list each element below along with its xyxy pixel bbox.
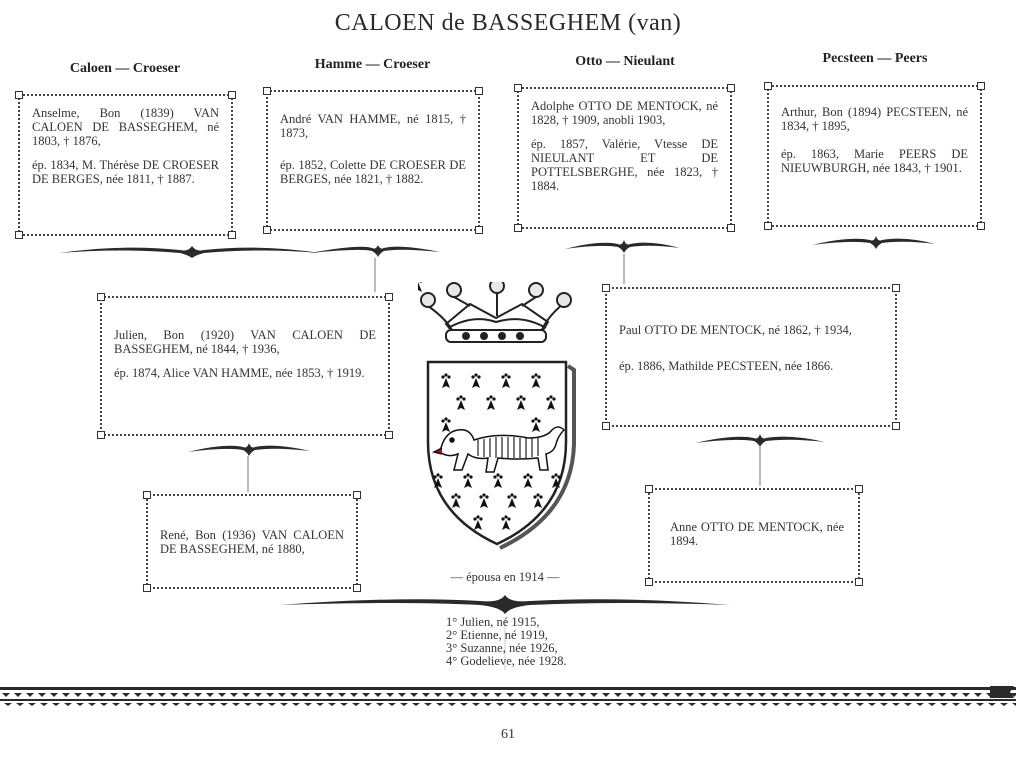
column-heading-pecsteen-peers: Pecsteen — Peers [822,51,928,66]
box-julien-wife: ép. 1874, Alice VAN HAMME, née 1853, † 1919. [114,366,365,380]
box-rene-text: René, Bon (1936) VAN CALOEN DE BASSEGHEM, né 1880, [160,528,344,556]
brace-ornament [280,595,730,614]
box-hamme-croeser-husband: André VAN HAMME, né 1815, † 1873, [280,112,466,140]
coronet-icon [421,282,571,342]
page-number: 61 [501,727,515,742]
brace-ornament [812,236,935,249]
box-pecsteen-peers-wife: ép. 1863, Marie PEERS DE NIEUWBURGH, née 1843, † 1901. [781,147,968,175]
box-otto-nieulant-wife: ép. 1857, Valérie, Vtesse DE NIEULANT ET DE POTTELSBERGHE, née 1823, † 1884. [531,137,718,193]
box-anne-text: Anne OTTO DE MENTOCK, née 1894. [670,520,844,548]
box-pecsteen-peers-husband: Arthur, Bon (1894) PECSTEEN, né 1834, † 1895, [781,105,968,133]
page-title: CALOEN de BASSEGHEM (van) [334,10,682,36]
box-julien-husband: Julien, Bon (1920) VAN CALOEN DE BASSEGHEM, né 1844, † 1936, [114,328,376,356]
coat-of-arms-icon [418,282,578,552]
brace-ornament [310,245,440,257]
child-3: 3° Suzanne, née 1926, [446,641,558,655]
box-otto-nieulant-husband: Adolphe OTTO DE MENTOCK, né 1828, † 1909, anobli 1903, [531,99,718,127]
brace-ornament [188,443,310,456]
box-caloen-croeser-husband: Anselme, Bon (1839) VAN CALOEN DE BASSEGHEM, né 1803, † 1876, [32,106,219,148]
brace-ornament [695,434,825,447]
child-4: 4° Godelieve, née 1928. [446,654,567,668]
box-hamme-croeser-wife: ép. 1852, Colette DE CROESER DE BERGES, née 1821, † 1882. [280,158,466,186]
marriage-note: — épousa en 1914 — [450,570,560,584]
column-heading-otto-nieulant: Otto — Nieulant [575,54,675,69]
child-2: 2° Etienne, né 1919, [446,628,548,642]
brace-ornament [565,240,680,253]
child-1: 1° Julien, né 1915, [446,615,540,629]
children-list [446,616,646,668]
box-paul-husband: Paul OTTO DE MENTOCK, né 1862, † 1934, [619,323,852,337]
brace-ornament [60,246,320,258]
decorative-border [0,684,1016,714]
box-caloen-croeser-wife: ép. 1834, M. Thérèse DE CROESER DE BERGES, née 1811, † 1887. [32,158,219,186]
box-paul-wife: ép. 1886, Mathilde PECSTEEN, née 1866. [619,359,834,373]
column-heading-caloen-croeser: Caloen — Croeser [69,61,181,76]
column-heading-hamme-croeser: Hamme — Croeser [314,57,431,72]
